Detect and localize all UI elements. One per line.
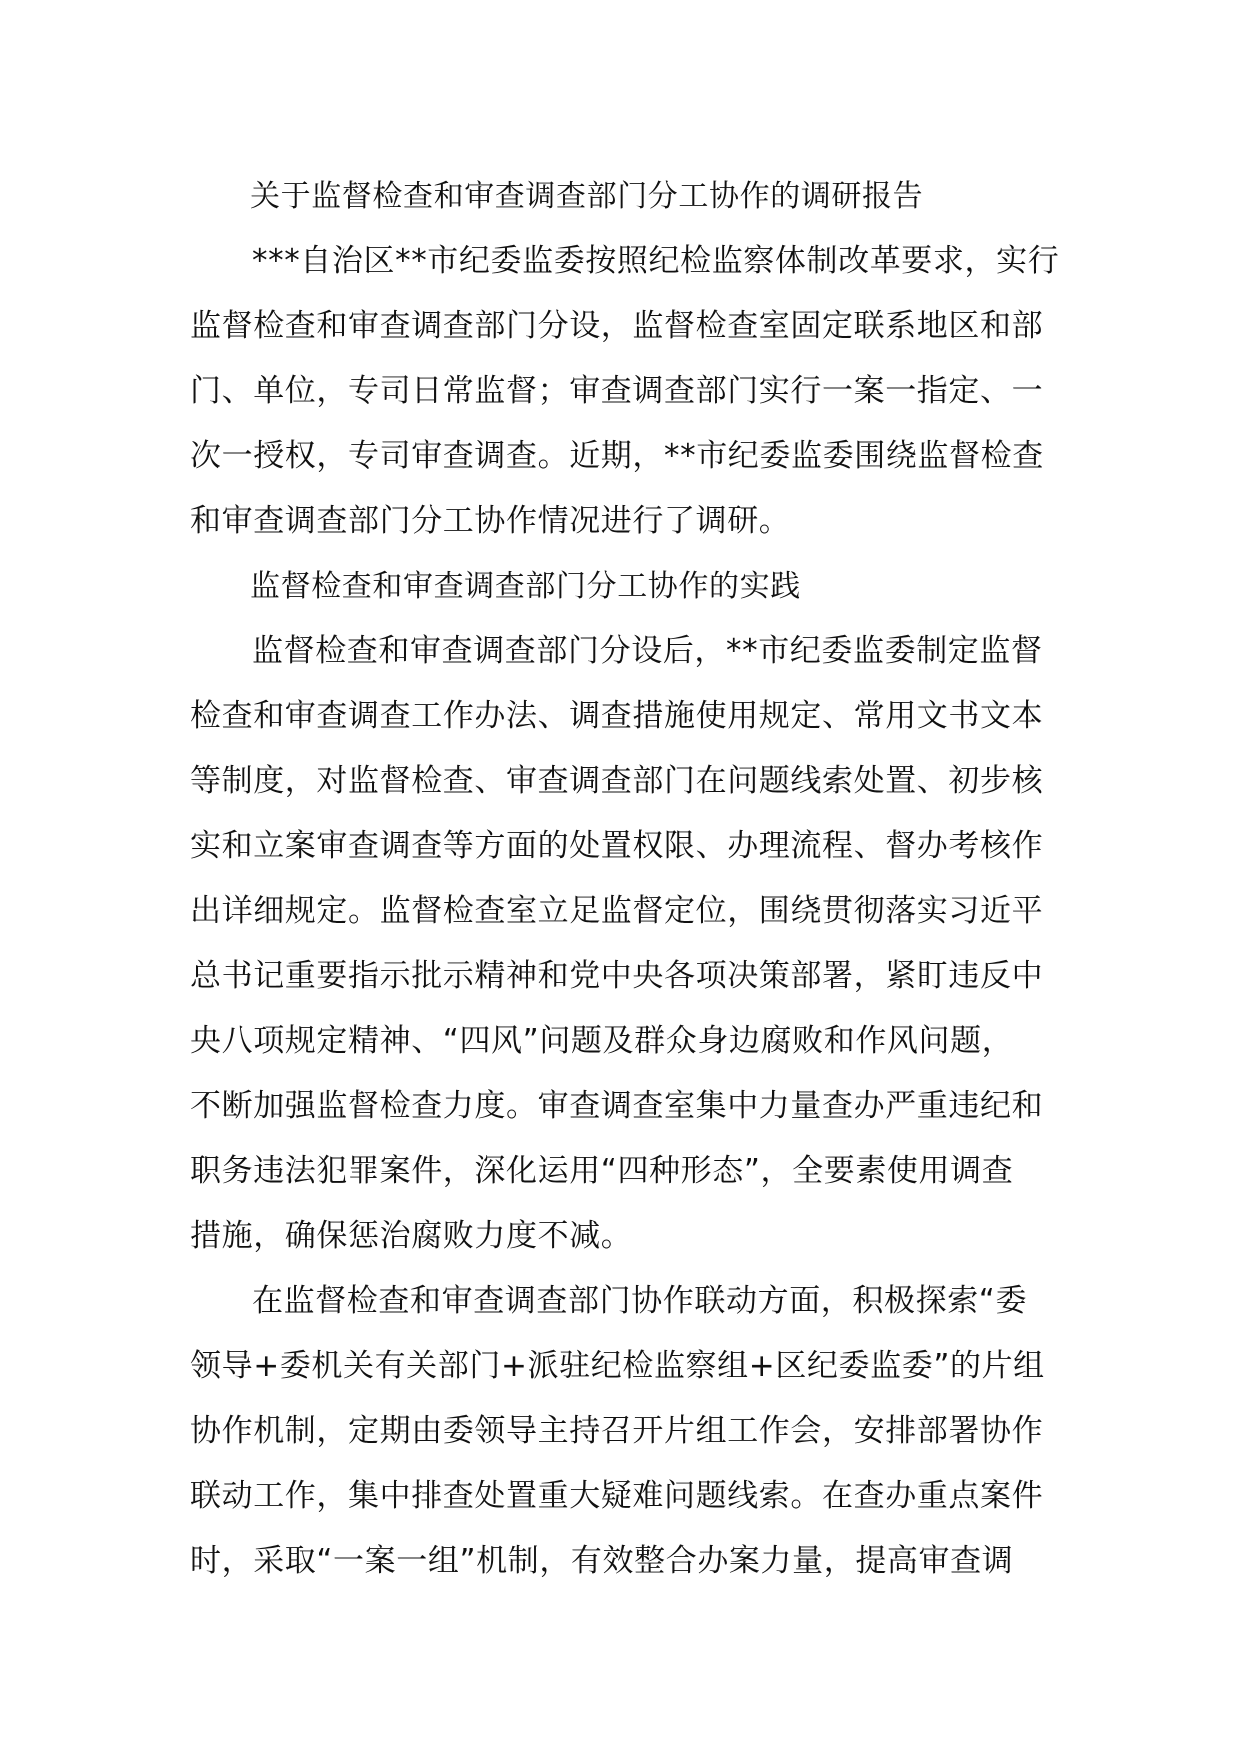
paragraph2-line: 时，采取“一案一组”机制，有效整合办案力量，提高审查调 (190, 1543, 1014, 1579)
paragraph1-line: 不断加强监督检查力度。审查调查室集中力量查办严重违纪和 (190, 1088, 1044, 1124)
intro-line: 门、单位，专司日常监督；审查调查部门实行一案一指定、一 (190, 373, 1044, 409)
paragraph1-line: 总书记重要指示批示精神和党中央各项决策部署，紧盯违反中 (190, 958, 1044, 994)
paragraph1-line: 央八项规定精神、“四风”问题及群众身边腐败和作风问题， (190, 1023, 1014, 1059)
paragraph1-line: 监督检查和审查调查部门分设后，**市纪委监委制定监督 (252, 633, 1043, 669)
document-body (190, 164, 1060, 1594)
intro-line: 次一授权，专司审查调查。近期，**市纪委监委围绕监督检查 (190, 438, 1044, 474)
document-title: 关于监督检查和审查调查部门分工协作的调研报告 (250, 179, 924, 214)
paragraph2-line: 领导+委机关有关部门+派驻纪检监察组+区纪委监委”的片组 (190, 1348, 1045, 1384)
intro-line: 和审查调查部门分工协作情况进行了调研。 (190, 503, 791, 539)
paragraph2-line: 联动工作，集中排查处置重大疑难问题线索。在查办重点案件 (190, 1478, 1044, 1514)
paragraph1-line: 出详细规定。监督检查室立足监督定位，围绕贯彻落实习近平 (190, 893, 1044, 929)
intro-line: ***自治区**市纪委监委按照纪检监察体制改革要求，实行 (252, 243, 1060, 279)
paragraph1-line: 实和立案审查调查等方面的处置权限、办理流程、督办考核作 (190, 828, 1044, 864)
paragraph1-line: 措施，确保惩治腐败力度不减。 (190, 1218, 633, 1254)
paragraph2-line: 在监督检查和审查调查部门协作联动方面，积极探索“委 (252, 1283, 1028, 1319)
paragraph1-line: 等制度，对监督检查、审查调查部门在问题线索处置、初步核 (190, 763, 1044, 799)
paragraph2-line: 协作机制，定期由委领导主持召开片组工作会，安排部署协作 (190, 1413, 1044, 1449)
section-heading: 监督检查和审查调查部门分工协作的实践 (250, 569, 801, 604)
paragraph1-line: 检查和审查调查工作办法、调查措施使用规定、常用文书文本 (190, 698, 1044, 734)
paragraph1-line: 职务违法犯罪案件，深化运用“四种形态”，全要素使用调查 (190, 1153, 1014, 1189)
intro-line: 监督检查和审查调查部门分设，监督检查室固定联系地区和部 (190, 308, 1044, 344)
